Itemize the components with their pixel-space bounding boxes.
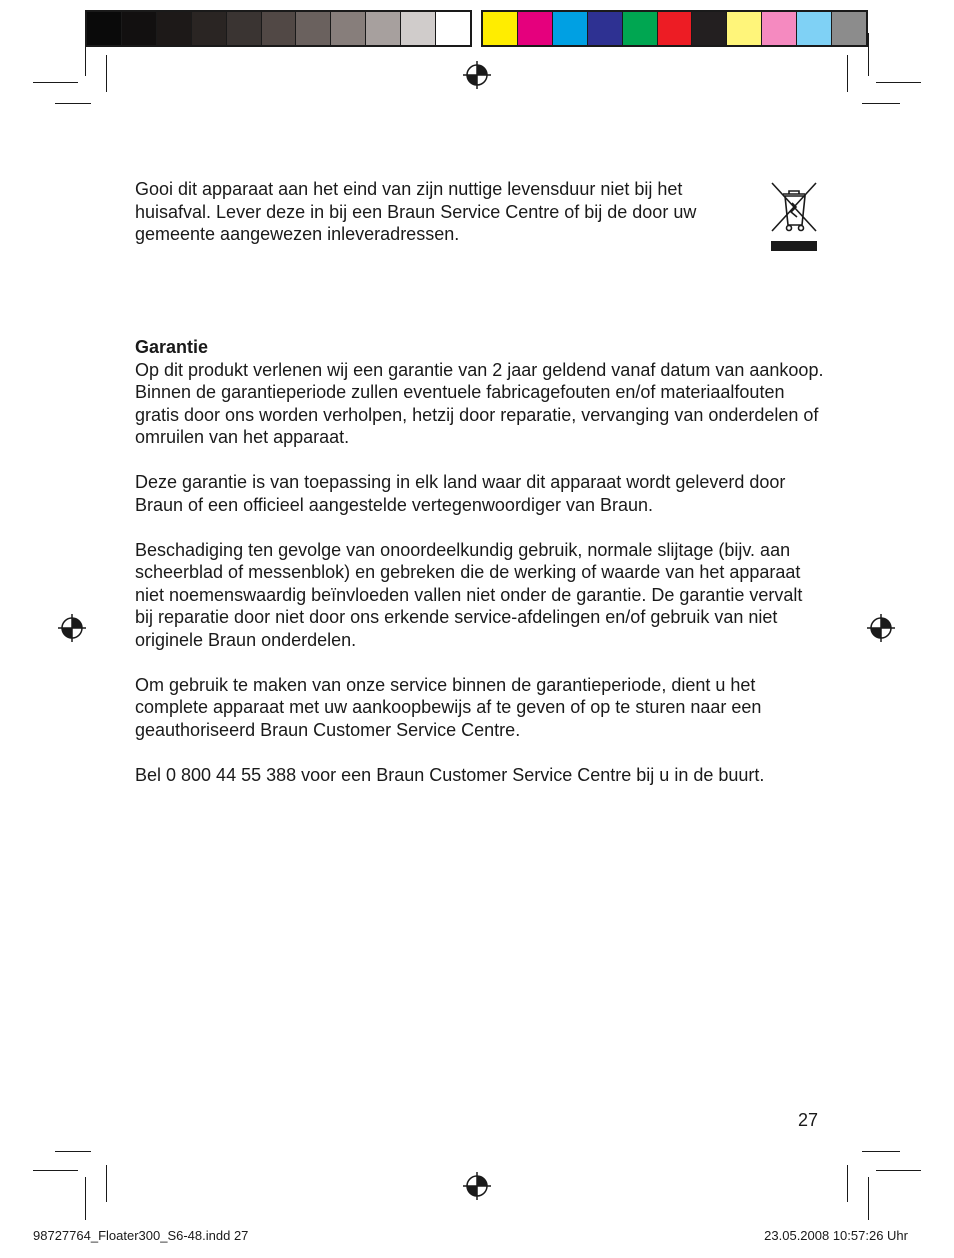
- color-swatch: [553, 12, 588, 45]
- color-swatch: [762, 12, 797, 45]
- registration-mark-icon: [58, 614, 86, 642]
- crop-mark: [847, 1165, 848, 1202]
- process-color-bar: [481, 10, 868, 47]
- color-swatch: [366, 12, 401, 45]
- color-swatch: [483, 12, 518, 45]
- crop-mark: [876, 1170, 921, 1171]
- color-swatch: [727, 12, 762, 45]
- crop-mark: [106, 1165, 107, 1202]
- disposal-notice: [135, 178, 763, 246]
- crop-mark: [55, 103, 91, 104]
- crossed-out-wheelie-bin-icon: [770, 181, 818, 253]
- slug-file-info: 98727764_Floater300_S6-48.indd 27: [33, 1228, 249, 1243]
- crop-mark: [862, 103, 900, 104]
- color-swatch: [227, 12, 262, 45]
- guarantee-paragraph: Beschadiging ten gevolge van onoordeelkundig gebruik, normale slijtage (bijv. aan scheerblad of messenblok) en gebreken die de werking of waarde van het apparaat niet noemenswaardig beïnvloeden vallen niet onder de garantie. De garantie vervalt bij reparatie door niet door ons erkende service-afdelingen en/of gebruik van niet originele Braun onderdelen.: [135, 539, 803, 650]
- crop-mark: [33, 82, 78, 83]
- color-swatch: [832, 12, 866, 45]
- color-swatch: [401, 12, 436, 45]
- color-swatch: [122, 12, 157, 45]
- crop-mark: [868, 1177, 869, 1220]
- crop-mark: [33, 1170, 78, 1171]
- crop-mark: [868, 33, 869, 76]
- color-swatch: [588, 12, 623, 45]
- color-swatch: [331, 12, 366, 45]
- color-swatch: [157, 12, 192, 45]
- guarantee-paragraph: Om gebruik te maken van onze service binnen de garantieperiode, dient u het complete apparaat met uw aankoopbewijs af te geven of op te sturen naar een geauthoriseerd Braun Customer Service Centre.: [135, 674, 762, 740]
- registration-mark-icon: [463, 1172, 491, 1200]
- color-swatch: [797, 12, 832, 45]
- registration-mark-icon: [867, 614, 895, 642]
- crop-mark: [106, 55, 107, 92]
- guarantee-paragraph: Op dit produkt verlenen wij een garantie van 2 jaar geldend vanaf datum van aankoop. Binnen de garantieperiode zullen eventuele fabricagefouten en/of materiaalfouten gratis door ons worden verholpen, hetzij door reparatie, vervanging van onderdelen of omruilen van het apparaat.: [135, 359, 824, 447]
- color-swatch: [87, 12, 122, 45]
- color-swatch: [192, 12, 227, 45]
- color-swatch: [623, 12, 658, 45]
- page-number: 27: [798, 1110, 819, 1130]
- guarantee-paragraph: Bel 0 800 44 55 388 voor een Braun Customer Service Centre bij u in de buurt.: [135, 764, 765, 785]
- crop-mark: [847, 55, 848, 92]
- crop-mark: [862, 1151, 900, 1152]
- crop-mark: [85, 33, 86, 76]
- crop-mark: [876, 82, 921, 83]
- guarantee-heading: Garantie: [135, 337, 209, 357]
- guarantee-paragraph: Deze garantie is van toepassing in elk land waar dit apparaat wordt geleverd door Braun of een officieel aangestelde vertegenwoordiger van Braun.: [135, 472, 786, 515]
- color-swatch: [658, 12, 693, 45]
- guarantee-section: [135, 336, 825, 786]
- color-swatch: [262, 12, 297, 45]
- crop-mark: [85, 1177, 86, 1220]
- disposal-text: Gooi dit apparaat aan het eind van zijn nuttige levensduur niet bij het huisafval. Lever deze in bij een Braun Service Centre of bij de door uw gemeente aangewezen inleveradressen.: [135, 179, 697, 244]
- slug-timestamp: 23.05.2008 10:57:26 Uhr: [764, 1228, 908, 1243]
- registration-mark-icon: [463, 61, 491, 89]
- grayscale-color-bar: [85, 10, 472, 47]
- color-swatch: [296, 12, 331, 45]
- color-swatch: [436, 12, 470, 45]
- color-swatch: [518, 12, 553, 45]
- color-swatch: [692, 12, 727, 45]
- crop-mark: [55, 1151, 91, 1152]
